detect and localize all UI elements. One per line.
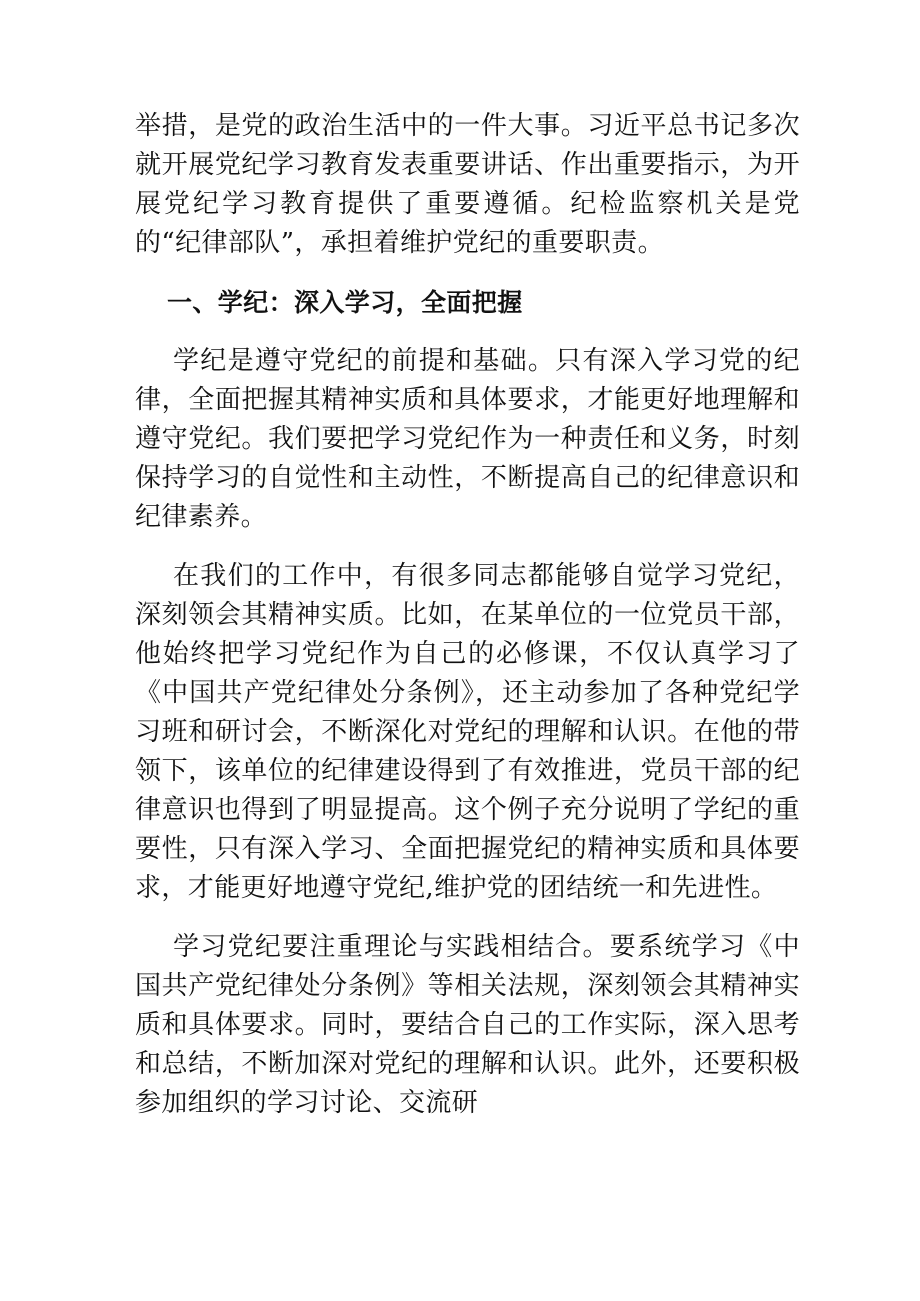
paragraph-continuation: 举措，是党的政治生活中的一件大事。习近平总书记多次就开展党纪学习教育发表重要讲话、作出重要指示，为开展党纪学习教育提供了重要遵循。纪检监察机关是党的“纪律部队”，承担着维护党纪的重要职责。 xyxy=(135,111,800,258)
paragraph-theory-practice: 学习党纪要注重理论与实践相结合。要系统学习《中国共产党纪律处分条例》等相关法规，深刻领会其精神实质和具体要求。同时，要结合自己的工作实际，深入思考和总结，不断加深对党纪的理解和认识。此外，还要积极参加组织的学习讨论、交流研 xyxy=(135,932,800,1118)
paragraph-example-cadre: 在我们的工作中，有很多同志都能够自觉学习党纪，深刻领会其精神实质。比如，在某单位的一位党员干部，他始终把学习党纪作为自己的必修课，不仅认真学习了《中国共产党纪律处分条例》，还主动参加了各种党纪学习班和研讨会，不断深化对党纪的理解和认识。在他的带领下，该单位的纪律建设得到了有效推进，党员干部的纪律意识也得到了明显提高。这个例子充分说明了学纪的重要性，只有深入学习、全面把握党纪的精神实质和具体要求，才能更好地遵守党纪,维护党的团结统一和先进性。 xyxy=(135,561,800,903)
document-body xyxy=(135,107,800,1123)
section-heading-learn-discipline: 一、学纪：深入学习，全面把握 xyxy=(167,288,523,317)
paragraph-learning-foundation: 学纪是遵守党纪的前提和基础。只有深入学习党的纪律，全面把握其精神实质和具体要求，才能更好地理解和遵守党纪。我们要把学习党纪作为一种责任和义务，时刻保持学习的自觉性和主动性，不断提高自己的纪律意识和纪律素养。 xyxy=(135,346,800,532)
